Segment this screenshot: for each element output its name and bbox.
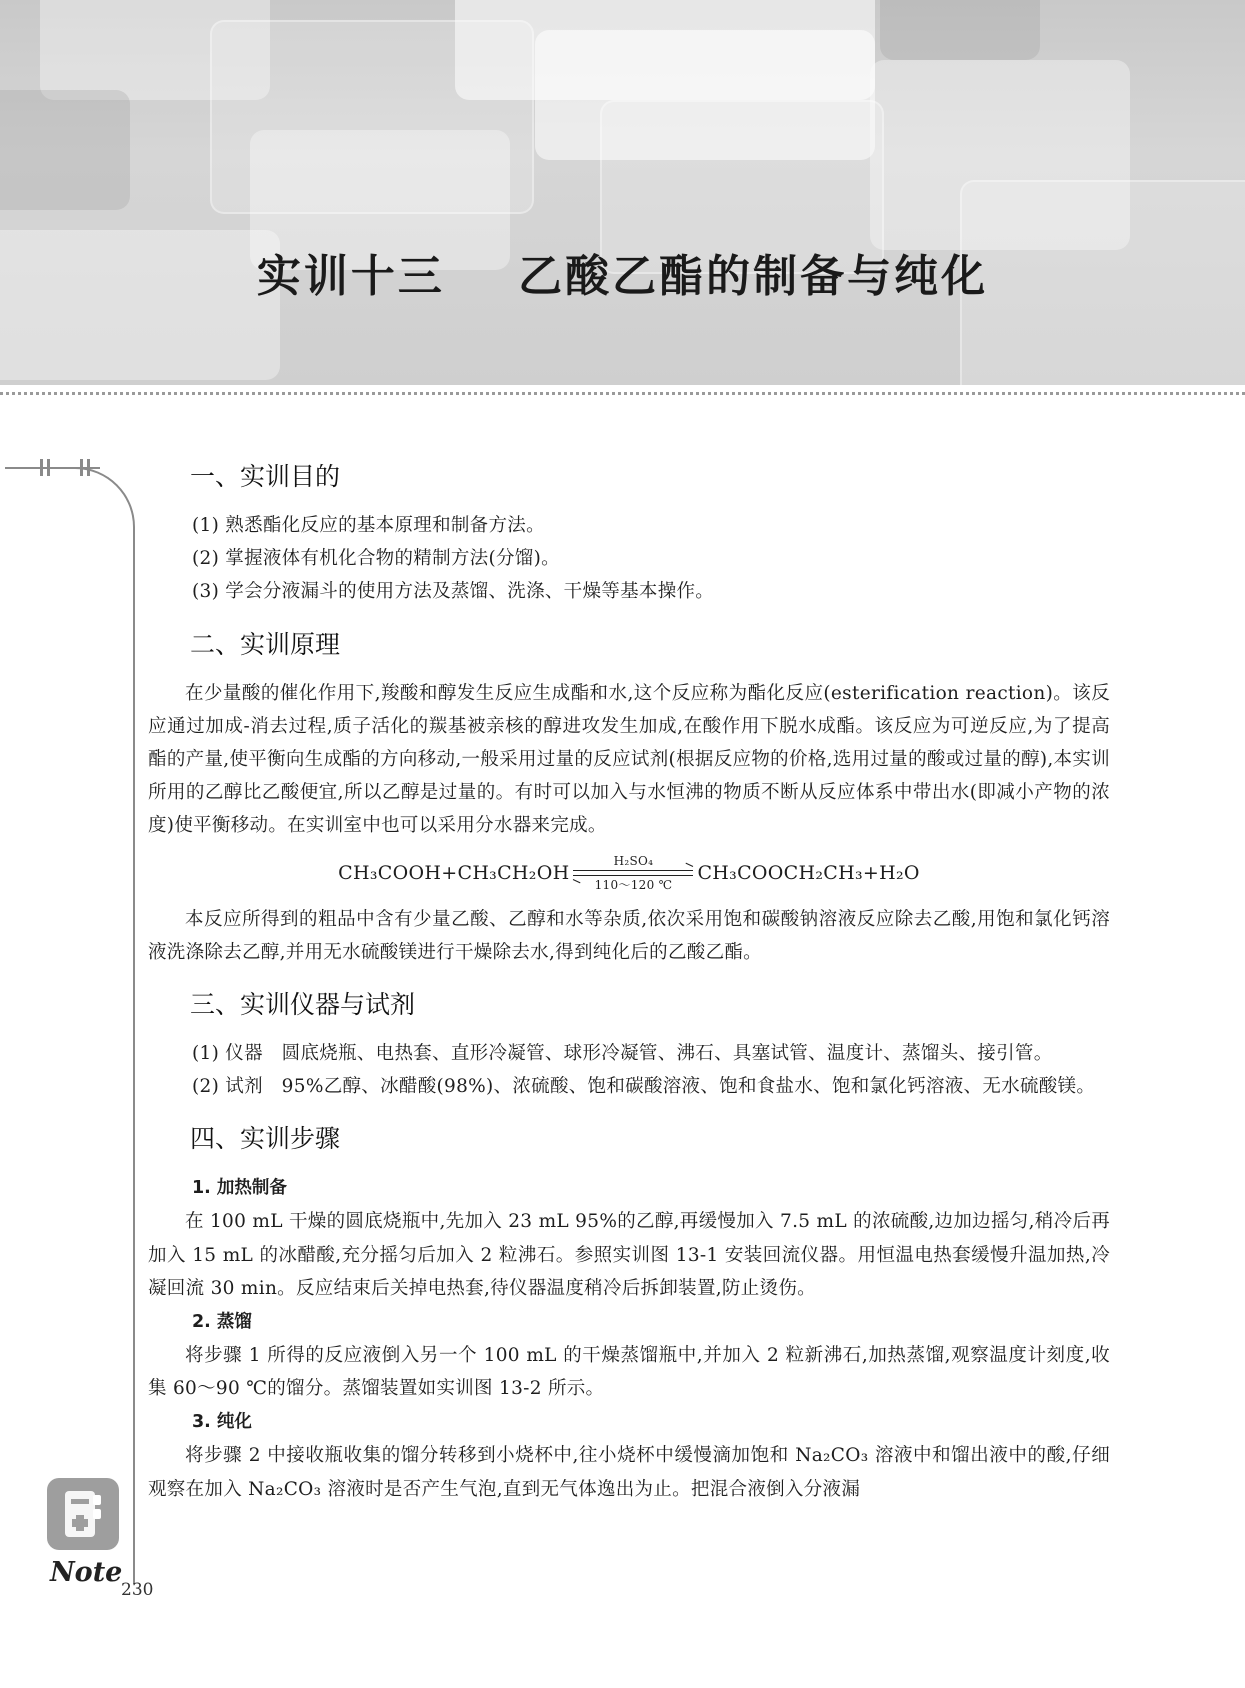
margin-tick (40, 459, 43, 476)
objective-item: (3) 学会分液漏斗的使用方法及蒸馏、洗涤、干燥等基本操作。 (192, 581, 715, 603)
note-label: Note (50, 1557, 123, 1588)
step-title: 1. 加热制备 (192, 1178, 287, 1199)
step-text: 将步骤 1 所得的反应液倒入另一个 100 mL 的干燥蒸馏瓶中,并加入 2 粒新沸石,加热蒸馏,观察温度计刻度,收集 60～90 ℃的馏分。蒸馏装置如实训图 13-2 所示。 (148, 1345, 1110, 1400)
apparatus-item: (1) 仪器 圆底烧瓶、电热套、直形冷凝管、球形冷凝管、沸石、具塞试管、温度计、蒸馏头、接引管。 (192, 1043, 1053, 1065)
equation-reactants: CH₃COOH+CH₃CH₂OH (338, 861, 570, 884)
chapter-title: 实训十三 乙酸乙酯的制备与纯化 (256, 251, 989, 302)
equilibrium-arrow (573, 854, 693, 892)
reagents-item: (2) 试剂 95%乙醇、冰醋酸(98%)、浓硫酸、饱和碳酸溶液、饱和食盐水、饱和氯化钙溶液、无水硫酸镁。 (192, 1076, 1096, 1098)
objective-item: (1) 熟悉酯化反应的基本原理和制备方法。 (192, 515, 545, 536)
step-text: 在 100 mL 干燥的圆底烧瓶中,先加入 23 mL 95%的乙醇,再缓慢加入 7.5 mL 的浓硫酸,边加边摇匀,稍冷后再加入 15 mL 的冰醋酸,充分摇匀后加入 2 粒沸石。参照实训图 13-1 安装回流仪器。用恒温电热套缓慢升温加热,冷凝回流 30 min。反应结束后关掉电热套,待仪器温度稍冷后拆卸装置,防止烫伤。 (148, 1211, 1110, 1299)
equilibrium-arrow-icon (573, 868, 693, 878)
margin-tick (47, 459, 50, 476)
header-banner (0, 0, 1245, 385)
main-content (148, 455, 1110, 1506)
objective-item: (2) 掌握液体有机化合物的精制方法(分馏)。 (192, 548, 560, 570)
equation-products: CH₃COOCH₂CH₃+H₂O (697, 861, 920, 884)
step-title: 3. 纯化 (192, 1412, 252, 1433)
equation-catalyst: H₂SO₄ (613, 853, 654, 868)
margin-curve (60, 467, 135, 547)
step-text: 将步骤 2 中接收瓶收集的馏分转移到小烧杯中,往小烧杯中缓慢滴加饱和 Na₂CO₃ 溶液中和馏出液中的酸,仔细观察在加入 Na₂CO₃ 溶液时是否产生气泡,直到无气体逸出为止。把混合液倒入分液漏 (148, 1445, 1110, 1500)
reaction-equation (148, 843, 1110, 903)
equation-condition: 110～120 ℃ (594, 877, 673, 892)
principle-paragraph: 本反应所得到的粗品中含有少量乙酸、乙醇和水等杂质,依次采用饱和碳酸钠溶液反应除去乙酸,用饱和氯化钙溶液洗涤除去乙醇,并用无水硫酸镁进行干燥除去水,得到纯化后的乙酸乙酯。 (148, 908, 1110, 963)
header-divider (0, 392, 1245, 395)
page-number: 230 (121, 1580, 154, 1600)
section-heading-apparatus: 三、实训仪器与试剂 (190, 990, 416, 1020)
principle-paragraph: 在少量酸的催化作用下,羧酸和醇发生反应生成酯和水,这个反应称为酯化反应(esterification reaction)。该反应通过加成-消去过程,质子活化的羰基被亲核的醇进攻发生加成,在酸作用下脱水成酯。该反应为可逆反应,为了提高酯的产量,使平衡向生成酯的方向移动,一般采用过量的反应试剂(根据反应物的价格,选用过量的酸或过量的醇),本实训所用的乙醇比乙酸便宜,所以乙醇是过量的。有时可以加入与水恒沸的物质不断从反应体系中带出水(即减小产物的浓度)使平衡移动。在实训室中也可以采用分水器来完成。 (148, 682, 1110, 837)
section-heading-procedure: 四、实训步骤 (190, 1124, 341, 1154)
section-heading-principle: 二、实训原理 (190, 629, 341, 659)
margin-vertical-rule (133, 540, 135, 1584)
section-heading-objectives: 一、实训目的 (190, 462, 341, 491)
step-title: 2. 蒸馏 (192, 1312, 252, 1333)
banner-decoration (880, 0, 1040, 60)
banner-decoration (0, 90, 130, 210)
note-icon (47, 1478, 119, 1550)
